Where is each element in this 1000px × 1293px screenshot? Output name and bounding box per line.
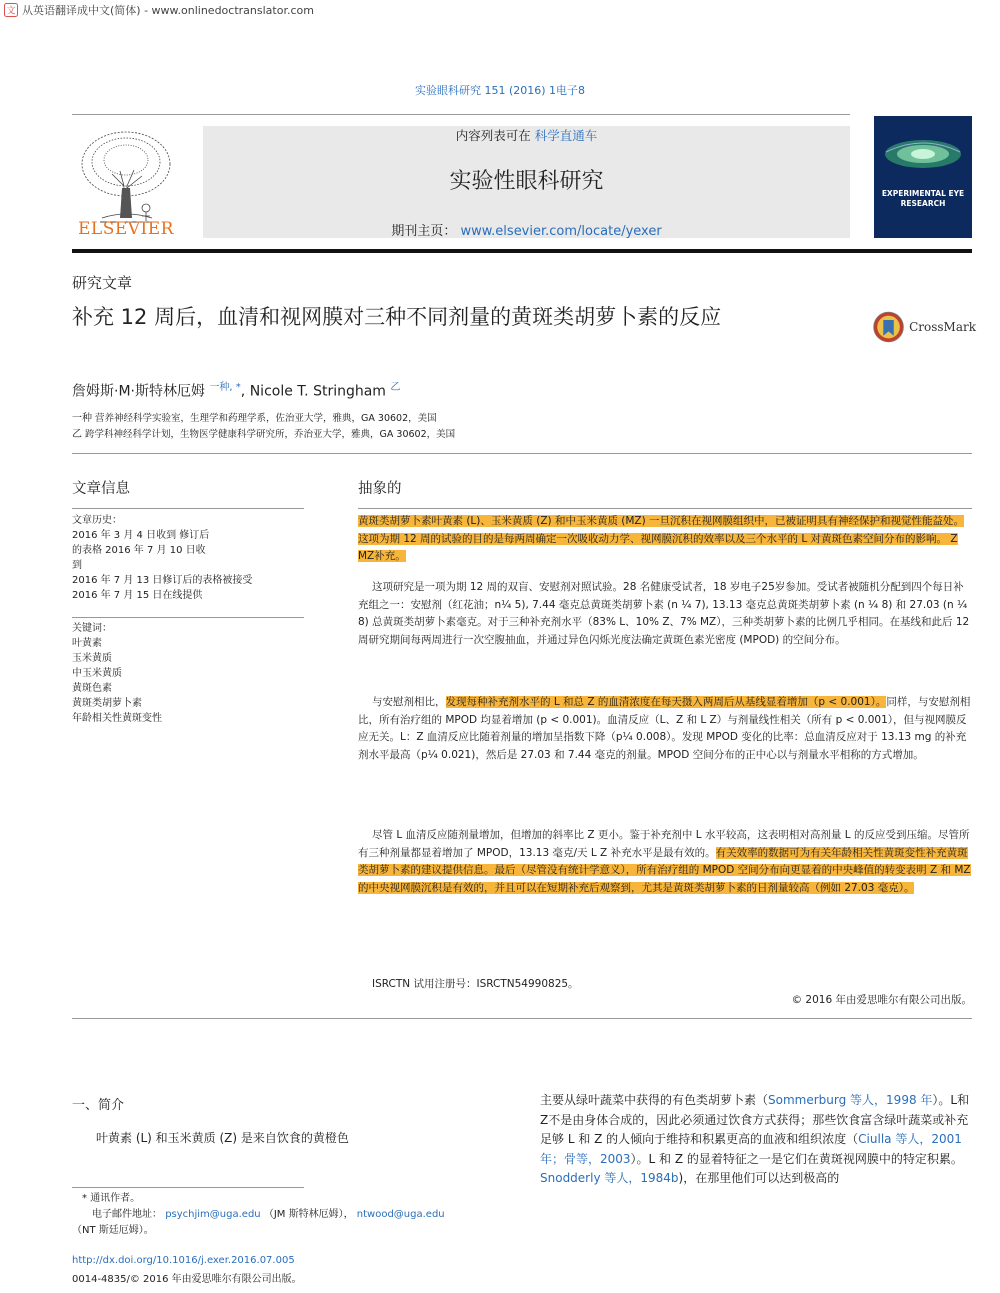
section-rule	[72, 1018, 972, 1019]
keywords-label: 关键词：	[72, 623, 112, 634]
author-affiliation-marks[interactable]: 一种, *	[209, 382, 241, 393]
journal-reference[interactable]: 实验眼科研究 151 (2016) 1电子8	[414, 84, 586, 97]
abstract-paragraph	[358, 827, 972, 897]
affiliation-text: 跨学科神经科学计划，生物医学健康科学研究所，乔治亚大学，雅典，GA 30602，美国	[85, 429, 456, 440]
email-link[interactable]: ntwood@uga.edu	[356, 1209, 445, 1220]
issn-line: 0014-4835/© 2016 年由爱思唯尔有限公司出版。	[72, 1274, 302, 1285]
history-line: 2016 年 7 月 15 日在线提供	[72, 590, 203, 601]
intro-left-text: 叶黄素 (L) 和玉米黄质 (Z) 是来自饮食的黄橙色	[96, 1131, 349, 1145]
footnote-rule	[72, 1187, 304, 1188]
masthead-thick-rule	[72, 249, 972, 253]
crossmark-label: CrossMark	[909, 320, 976, 334]
author-affiliation-marks[interactable]: 乙	[390, 382, 401, 393]
homepage-line	[203, 220, 850, 239]
elsevier-wordmark[interactable]: ELSEVIER	[78, 219, 174, 239]
abstract-rule	[358, 508, 972, 509]
info-rule	[72, 508, 304, 509]
homepage-link[interactable]: www.elsevier.com/locate/yexer	[460, 224, 662, 239]
keyword: 叶黄素	[72, 638, 102, 649]
trial-registration: ISRCTN 试用注册号：ISRCTN54990825。	[372, 978, 579, 990]
contents-prefix: 内容列表可在	[455, 128, 531, 143]
section-rule	[72, 453, 972, 454]
corresponding-mark: *	[82, 1193, 87, 1204]
abstract-paragraph	[358, 694, 972, 764]
intro-right-text	[540, 1091, 974, 1189]
keyword: 年龄相关性黄斑变性	[72, 713, 162, 724]
journal-title: 实验性眼科研究	[449, 169, 604, 194]
keyword: 玉米黄质	[72, 653, 112, 664]
translator-banner	[0, 0, 318, 20]
abstract-heading: 抽象的	[358, 481, 402, 497]
keyword: 黄斑类胡萝卜素	[72, 698, 142, 709]
affiliation	[72, 409, 437, 424]
affiliation	[72, 425, 455, 440]
keyword: 黄斑色素	[72, 683, 112, 694]
email-link[interactable]: psychjim@uga.edu	[165, 1209, 261, 1220]
history-line: 2016 年 7 月 13 日修订后的表格被接受	[72, 575, 253, 586]
keywords-block	[72, 621, 162, 726]
banner-text: 从英语翻译成中文(简体) - www.onlinedoctranslator.com	[22, 4, 314, 17]
keyword: 中玉米黄质	[72, 668, 122, 679]
article-title: 补充 12 周后，血清和视网膜对三种不同剂量的黄斑类胡萝卜素的反应	[72, 305, 722, 329]
corresponding-note: 通讯作者。	[90, 1193, 141, 1204]
paragraph-text: 尽管 L 血清反应随剂量增加，但增加的斜率比 Z 更小。鉴于补充剂中 L 水平较高，这表明相对高剂量 L 的反应受到压缩。尽管所有三种剂量都显着增加了 MPOD，13.13 毫克/天 L Z 补充水平是最有效的。	[358, 829, 970, 859]
history-line: 的表格 2016 年 7 月 10 日收	[72, 545, 206, 556]
doi-link[interactable]: http://dx.doi.org/10.1016/j.exer.2016.07.005	[72, 1255, 295, 1266]
paragraph-text: ）。L 和 Z 的显着特征之一是它们在黄斑视网膜中的特定积累。	[630, 1151, 963, 1166]
article-history	[72, 513, 252, 603]
citation-link[interactable]: Snodderly 等人，1984b	[540, 1171, 679, 1185]
paragraph-text: 主要从绿叶蔬菜中获得的有色类胡萝卜素（	[540, 1093, 769, 1107]
author-name[interactable]: 詹姆斯·M·斯特林厄姆	[72, 383, 205, 400]
citation-link[interactable]: Sommerburg 等人，1998 年	[768, 1093, 933, 1107]
footnotes	[72, 1191, 445, 1239]
highlighted-text[interactable]: 发现每种补充剂水平的 L 和总 Z 的血清浓度在每天摄入两周后从基线显着增加（p < 0.001）。	[445, 696, 887, 708]
sciencedirect-link[interactable]: 科学直通车	[534, 128, 598, 143]
affiliation-text: 营养神经科学实验室，生理学和药理学系，佐治亚大学，雅典，GA 30602，美国	[95, 413, 437, 424]
email-label: 电子邮件地址：	[92, 1209, 162, 1220]
article-info-heading: 文章信息	[72, 481, 130, 497]
eye-illustration-icon	[874, 116, 972, 186]
affiliation-mark: 一种	[72, 413, 92, 424]
author-name[interactable]: Nicole T. Stringham	[249, 383, 386, 400]
cover-title: EXPERIMENTAL EYE RESEARCH	[881, 189, 965, 208]
affiliation-mark: 乙	[72, 429, 82, 440]
contents-line	[203, 126, 850, 144]
journal-cover[interactable]	[874, 116, 972, 238]
email-owner: （NT 斯廷厄姆）。	[72, 1225, 154, 1236]
svg-text:文: 文	[6, 6, 16, 17]
paragraph-text: )，在那里他们可以达到极高的	[678, 1171, 840, 1185]
translate-icon	[4, 3, 18, 17]
paragraph-text: 同样，与安慰剂相比，所有治疗组的 MPOD 均显着增加 (p < 0.001)。血清反应（L、Z 和 L Z）与剂量线性相关（所有 p < 0.001），但与视网膜反应无关。L：Z 血清反应比随着剂量的增加呈指数下降（p¼ 0.008）。发现 MPOD 变化的比率：总血清反应对于 13.13 mg 的补充剂水平最高（p¼ 0.021)，然后是 27.03 和 7.44 毫克的剂量。MPOD 空间分布的正中心以与剂量水平相称的方式增加。	[358, 696, 971, 761]
info-rule	[72, 617, 304, 618]
history-label: 文章历史：	[72, 515, 122, 526]
article-type: 研究文章	[72, 274, 133, 292]
abstract-copyright: © 2016 年由爱思唯尔有限公司出版。	[791, 994, 972, 1006]
abstract-paragraph: 这项研究是一项为期 12 周的双盲、安慰剂对照试验。28 名健康受试者，18 岁电子25岁参加。受试者被随机分配到四个每日补充组之一：安慰剂（红花油；n¼ 5), 7.44 毫克总黄斑类胡萝卜素 (n ¼ 7), 13.13 毫克总黄斑类胡萝卜素 (n ¼ 8) 和 27.03 (n ¼ 8) 总黄斑类胡萝卜素毫克。对于三种补充剂水平（83% L、10% Z、7% MZ），三种类胡萝卜素的比例几乎相同。在基线和此后 12 周研究期间每两周进行一次空腹抽血，并通过异色闪烁光度法确定黄斑色素光密度 (MPOD) 的空间分布。	[358, 581, 970, 646]
history-line: 2016 年 3 月 4 日收到 修订后	[72, 530, 210, 541]
paragraph-text: ）。L和Z不是由身体合成的，因此必须通过饮食方式获得；那些饮食富含绿叶蔬菜或补充足够 L 和 Z 的人倾向于维持和积累更高的血液和组织浓度（	[540, 1093, 970, 1146]
citation-link[interactable]: Ciulla 等人，2001 年；骨等，2003	[540, 1132, 962, 1166]
highlighted-text[interactable]: 有关效率的数据可为有关年龄相关性黄斑变性补充黄斑类胡萝卜素的建议提供信息。最后（尽管没有统计学意义），所有治疗组的 MPOD 空间分布向更显着的中央峰值的转变表明 Z 和 MZ 的中央视网膜沉积是有效的，并且可以在短期补充后观察到，尤其是黄斑类胡萝卜素的日剂量较高（例如 27.03 毫克）。	[358, 846, 971, 894]
author-separator: ,	[240, 383, 250, 400]
homepage-label: 期刊主页：	[391, 224, 457, 239]
history-line: 到	[72, 560, 82, 571]
email-owner: （JM 斯特林厄姆），	[263, 1209, 354, 1220]
crossmark-badge[interactable]	[872, 306, 976, 348]
highlighted-text[interactable]: 黄斑类胡萝卜素叶黄素 (L)、玉米黄质 (Z) 和中玉米黄质 (MZ) 一旦沉积在视网膜组织中，已被证明具有神经保护和视觉性能益处。这项为期 12 周的试验的目的是每两周确定一次吸收动力学、视网膜沉积的效率以及三个水平的 L 对黄斑色素空间分布的影响。 Z MZ补充。	[358, 515, 965, 562]
paragraph-text: 与安慰剂相比，	[372, 696, 446, 708]
crossmark-icon	[872, 308, 905, 346]
abstract-paragraph	[358, 513, 972, 566]
header-rule	[72, 114, 850, 115]
author-list	[72, 378, 400, 401]
intro-heading: 一、简介	[72, 1098, 125, 1113]
